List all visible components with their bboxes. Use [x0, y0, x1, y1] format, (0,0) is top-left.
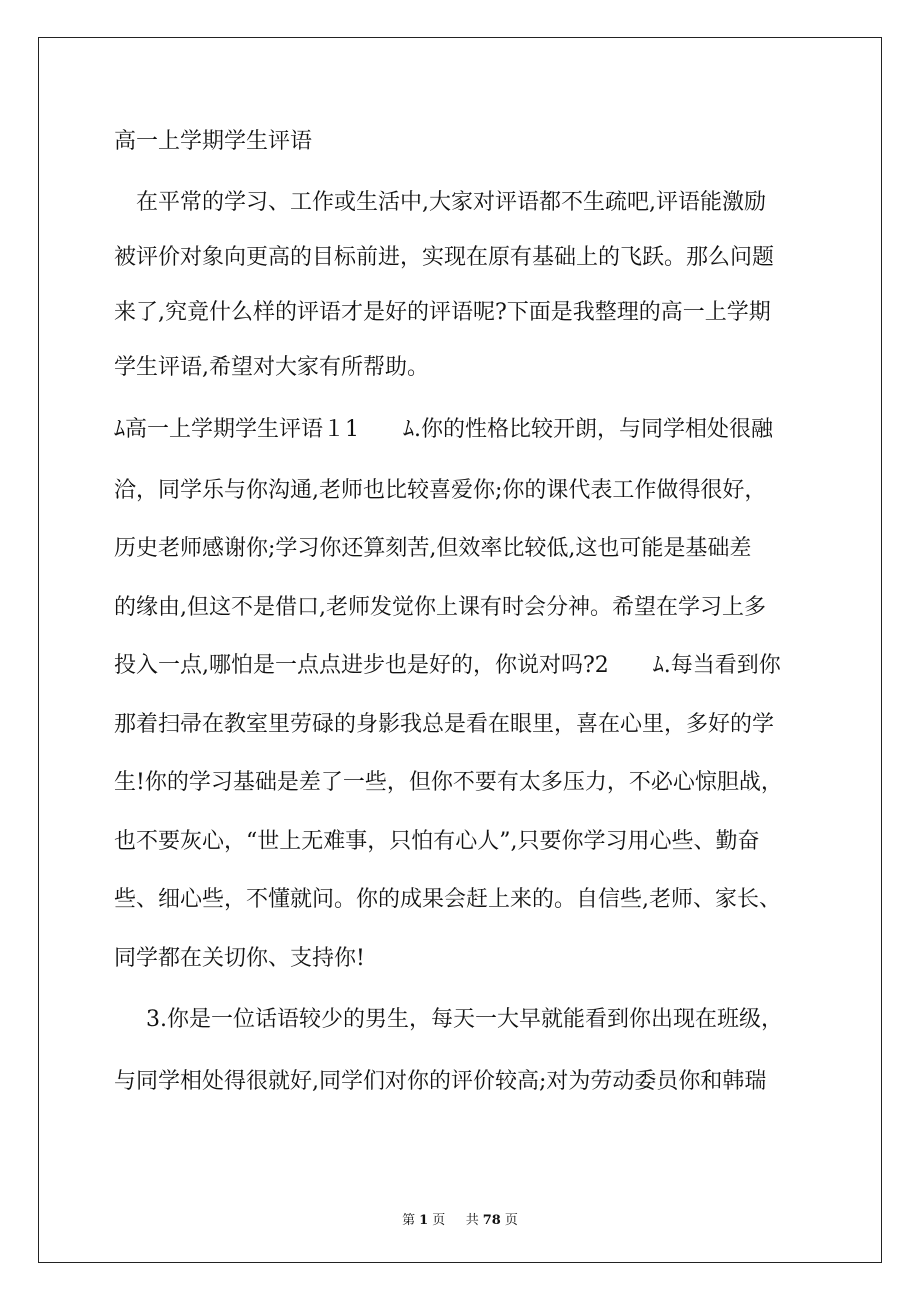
paragraph-line: 来了,究竟什么样的评语才是好的评语呢?下面是我整理的高一上学期 [114, 300, 771, 325]
paragraph-line: 些、细心些，不懂就问。你的成果会赶上来的。自信些,老师、家长、 [114, 887, 781, 912]
page-footer [0, 1209, 920, 1228]
paragraph-line: 在平常的学习、工作或生活中,大家对评语都不生疏吧,评语能激励 [136, 190, 766, 215]
paragraph-line: 同学都在关切你、支持你! [114, 946, 365, 971]
paragraph-line: 那着扫帚在教室里劳碌的身影我总是看在眼里，喜在心里，多好的学 [114, 712, 775, 737]
paragraph-line: 也不要灰心，“世上无难事，只怕有心人”,只要你学习用心些、勤奋 [114, 829, 760, 854]
paragraph-line: 投入一点,哪怕是一点点进步也是好的，你说对吗?2 ﾑ.每当看到你 [114, 653, 781, 678]
footer-total-pages: 78 [482, 1213, 501, 1228]
paragraph-line: 与同学相处得很就好,同学们对你的评价较高;对为劳动委员你和韩瑞 [114, 1069, 767, 1094]
paragraph-line: ﾑ高一上学期学生评语１1 ﾑ.你的性格比较开朗，与同学相处很融 [114, 417, 773, 442]
paragraph-line: 学生评语,希望对大家有所帮助。 [114, 355, 429, 380]
paragraph-line: 3.你是一位话语较少的男生，每天一大早就能看到你出现在班级， [146, 1007, 783, 1032]
footer-total-label: 共 [465, 1213, 479, 1228]
footer-total-unit: 页 [504, 1213, 518, 1228]
footer-page-number: 1 [419, 1213, 429, 1228]
footer-page-unit: 页 [432, 1213, 446, 1228]
paragraph-line: 被评价对象向更高的目标前进，实现在原有基础上的飞跃。那么问题 [114, 245, 775, 270]
paragraph-line: 洽，同学乐与你沟通,老师也比较喜爱你;你的课代表工作做得很好， [114, 478, 767, 503]
paragraph-line: 的缘由,但这不是借口,老师发觉你上课有时会分神。希望在学习上多 [114, 595, 766, 620]
paragraph-line: 历史老师感谢你;学习你还算刻苦,但效率比较低,这也可能是基础差 [114, 536, 752, 561]
footer-page-label: 第 [402, 1213, 416, 1228]
document-title: 高一上学期学生评语 [114, 129, 313, 154]
paragraph-line: 生!你的学习基础是差了一些，但你不要有太多压力，不必心惊胆战， [114, 770, 783, 795]
